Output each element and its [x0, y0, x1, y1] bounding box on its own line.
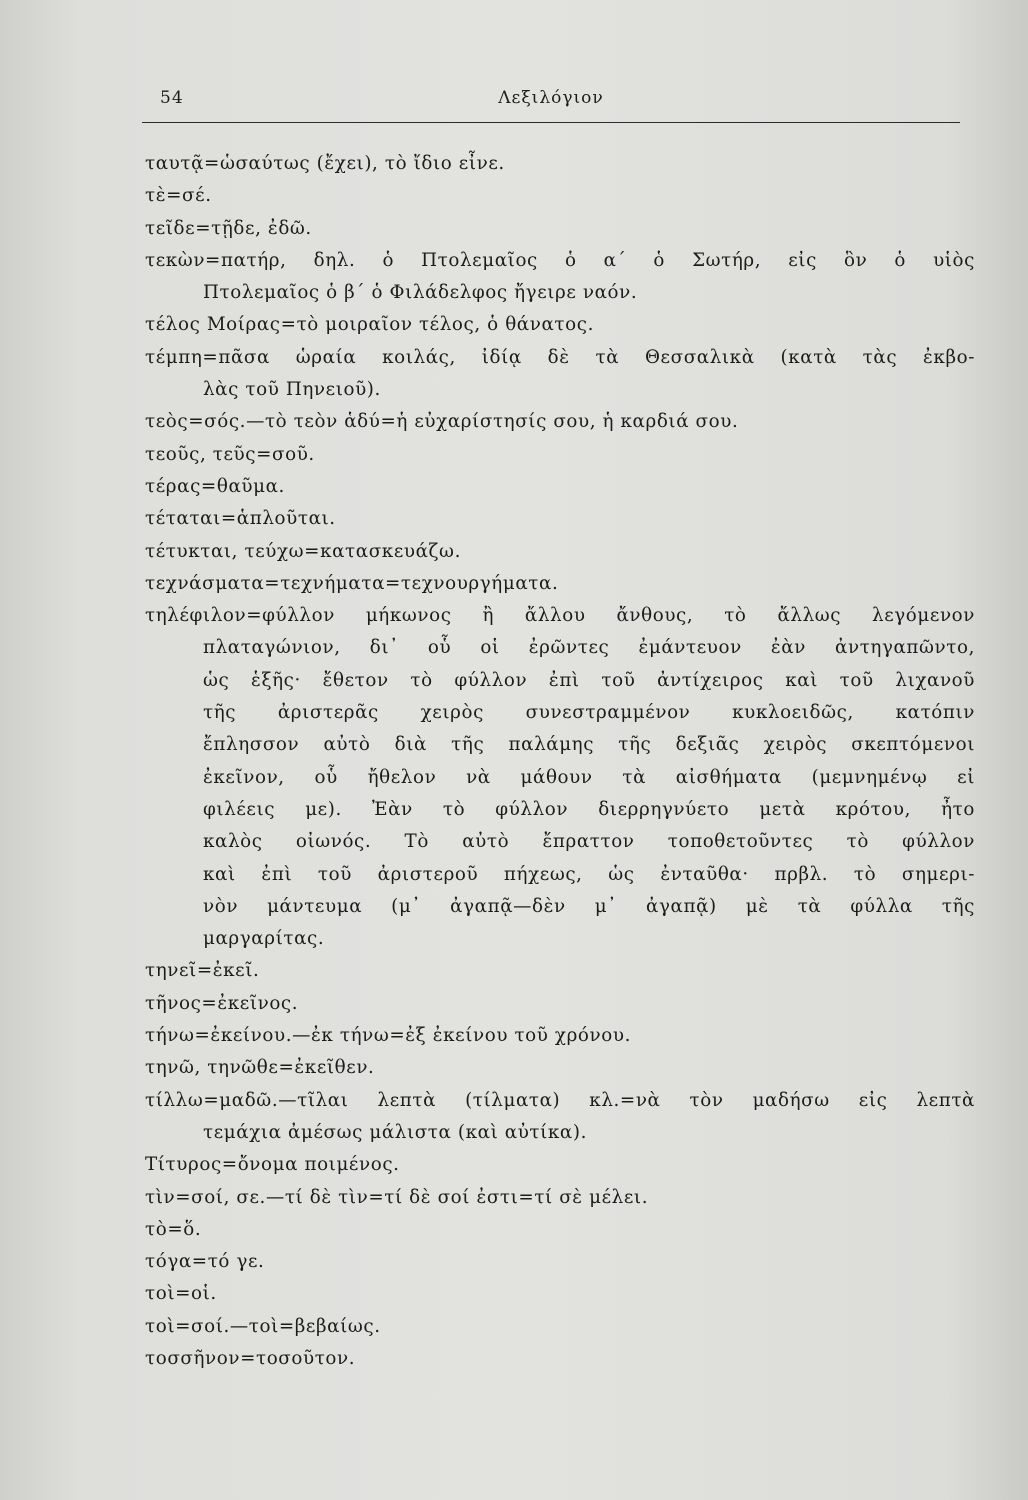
page-header [142, 82, 960, 123]
entry-continuation: ἔπλησσον αὐτὸ διὰ τῆς παλάμης τῆς δεξιᾶς χειρὸς σκεπτόμενοι [203, 734, 975, 756]
entry-continuation: λὰς τοῦ Πηνειοῦ). [203, 379, 381, 401]
entry-headline: Τίτυρος=ὄνομα ποιμένος. [145, 1154, 400, 1176]
entry-continuation: μαργαρίτας. [203, 928, 325, 950]
entry-headline: τοὶ=σοί.—τοὶ=βεβαίως. [145, 1315, 381, 1337]
entry-headline: τηλέφιλον=φύλλον μήκωνος ἢ ἄλλου ἄνθους, τὸ ἄλλως λεγόμενον [145, 605, 975, 627]
glossary-entry [145, 600, 975, 955]
glossary-entry [145, 406, 975, 438]
entry-headline: τῆνος=ἐκεῖνος. [145, 992, 299, 1014]
glossary-entries [145, 148, 975, 1375]
running-title: Λεξιλόγιον [498, 88, 604, 108]
glossary-entry [145, 245, 975, 310]
glossary-entry [145, 148, 975, 180]
entry-continuation: καλὸς οἰωνός. Τὸ αὐτὸ ἔπραττον τοποθετοῦντες τὸ φύλλον [203, 831, 975, 853]
glossary-entry [145, 503, 975, 535]
entry-continuation: καὶ ἐπὶ τοῦ ἀριστεροῦ πήχεως, ὡς ἐνταῦθα· πρβλ. τὸ σημερι- [203, 863, 975, 885]
glossary-entry [145, 955, 975, 987]
glossary-entry [145, 439, 975, 471]
entry-continuation: πλαταγώνιον, δι᾿ οὗ οἱ ἐρῶντες ἐμάντευον ἐὰν ἀντηγαπῶντο, [203, 637, 975, 659]
glossary-entry [145, 1020, 975, 1052]
entry-continuation: Πτολεμαῖος ὁ β΄ ὁ Φιλάδελφος ἤγειρε ναόν. [203, 282, 638, 304]
page-number: 54 [160, 88, 184, 108]
entry-continuation: ὡς ἑξῆς· ἔθετον τὸ φύλλον ἐπὶ τοῦ ἀντίχειρος καὶ τοῦ λιχανοῦ [203, 669, 975, 691]
glossary-entry [145, 988, 975, 1020]
entry-headline: τέρας=θαῦμα. [145, 475, 285, 497]
glossary-entry [145, 1085, 975, 1150]
glossary-entry [145, 1246, 975, 1278]
entry-continuation: νὸν μάντευμα (μ᾿ ἀγαπᾷ—δὲν μ᾿ ἀγαπᾷ) μὲ τὰ φύλλα τῆς [203, 895, 975, 917]
entry-headline: τηνεῖ=ἐκεῖ. [145, 960, 260, 982]
entry-headline: τεῖδε=τῇδε, ἐδῶ. [145, 217, 312, 239]
entry-headline: τήνω=ἐκείνου.—ἐκ τήνω=ἐξ ἐκείνου τοῦ χρόνου. [145, 1025, 631, 1047]
entry-headline: τίλλω=μαδῶ.—τῖλαι λεπτὰ (τίλματα) κλ.=νὰ τὸν μαδήσω εἰς λεπτὰ [145, 1089, 975, 1111]
entry-continuation: τεμάχια ἀμέσως μάλιστα (καὶ αὐτίκα). [203, 1121, 588, 1143]
glossary-entry [145, 1343, 975, 1375]
entry-headline: ταυτᾷ=ὡσαύτως (ἔχει), τὸ ἴδιο εἶνε. [145, 153, 505, 174]
entry-continuation: ἐκεῖνον, οὗ ἤθελον νὰ μάθουν τὰ αἰσθήματα (μεμνημένῳ εἰ [203, 766, 975, 788]
entry-headline: τέταται=ἁπλοῦται. [145, 508, 336, 530]
glossary-entry [145, 1278, 975, 1310]
entry-headline: τέλος Μοίρας=τὸ μοιραῖον τέλος, ὁ θάνατος. [145, 314, 594, 336]
entry-continuation: τῆς ἀριστερᾶς χειρὸς συνεστραμμένον κυκλοειδῶς, κατόπιν [203, 702, 975, 724]
entry-headline: τὶν=σοί, σε.—τί δὲ τὶν=τί δὲ σοί ἐστι=τί σὲ μέλει. [145, 1186, 649, 1208]
glossary-entry [145, 536, 975, 568]
entry-headline: τέτυκται, τεύχω=κατασκευάζω. [145, 540, 461, 562]
entry-headline: τηνῶ, τηνῶθε=ἐκεῖθεν. [145, 1057, 375, 1079]
glossary-entry [145, 1052, 975, 1084]
entry-continuation: φιλέεις με). Ἐὰν τὸ φύλλον διερρηγνύετο μετὰ κρότου, ἦτο [203, 798, 975, 820]
entry-headline: τοσσῆνον=τοσοῦτον. [145, 1347, 356, 1369]
entry-headline: τεὸς=σός.—τὸ τεὸν ἁδύ=ἡ εὐχαρίστησίς σου, ἡ καρδιά σου. [145, 411, 739, 433]
glossary-entry [145, 309, 975, 341]
entry-headline: τὲ=σέ. [145, 185, 212, 207]
glossary-entry [145, 1182, 975, 1214]
glossary-entry [145, 180, 975, 212]
glossary-entry [145, 342, 975, 407]
glossary-entry [145, 213, 975, 245]
glossary-entry [145, 1214, 975, 1246]
glossary-entry [145, 568, 975, 600]
entry-headline: τεκὼν=πατήρ, δηλ. ὁ Πτολεμαῖος ὁ α΄ ὁ Σωτήρ, εἰς ὃν ὁ υἱὸς [145, 249, 975, 271]
glossary-entry [145, 1311, 975, 1343]
entry-headline: τεχνάσματα=τεχνήματα=τεχνουργήματα. [145, 572, 559, 594]
entry-headline: τὸ=ὅ. [145, 1218, 202, 1240]
glossary-entry [145, 1149, 975, 1181]
entry-headline: τέμπη=πᾶσα ὡραία κοιλάς, ἰδίᾳ δὲ τὰ Θεσσαλικὰ (κατὰ τὰς ἐκβο- [145, 346, 975, 368]
entry-headline: τεοῦς, τεῦς=σοῦ. [145, 443, 315, 465]
entry-headline: τοὶ=οἱ. [145, 1283, 217, 1305]
glossary-entry [145, 471, 975, 503]
entry-headline: τόγα=τό γε. [145, 1251, 265, 1273]
